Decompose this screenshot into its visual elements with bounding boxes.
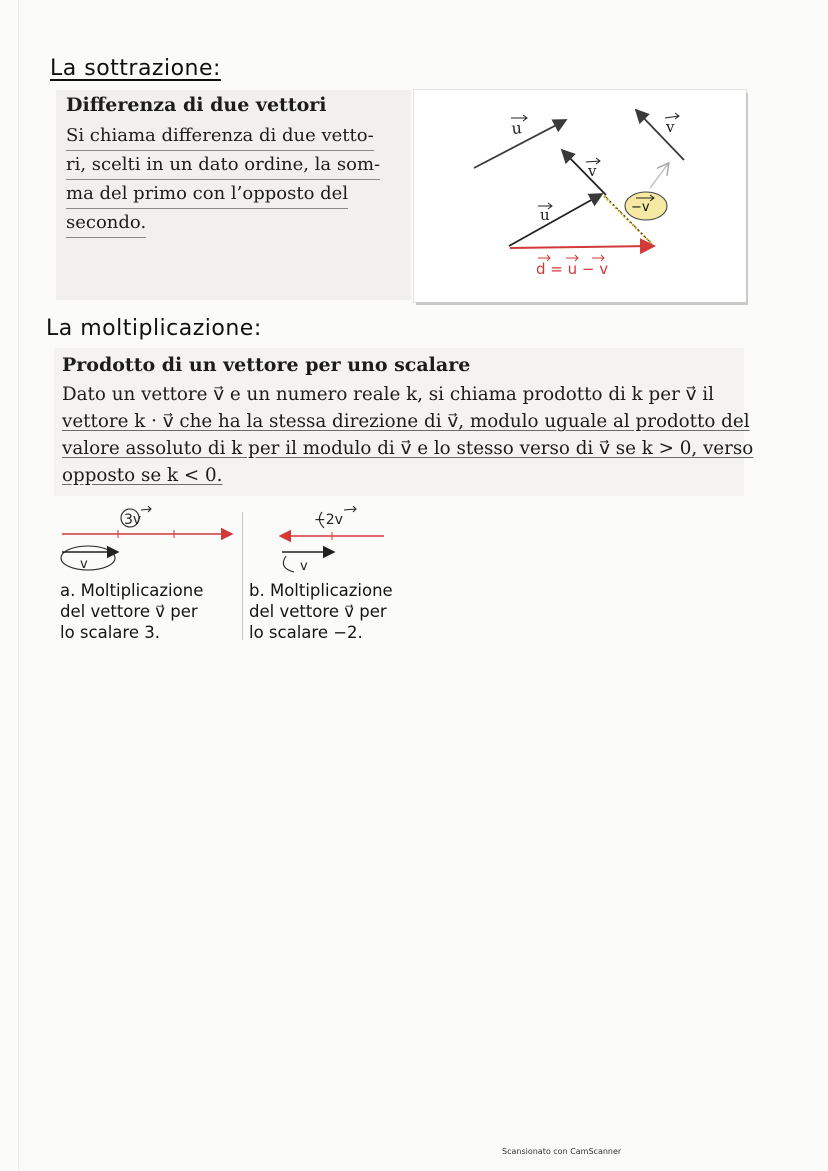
scalar-multiplication-diagrams (54, 506, 384, 578)
definition-title-product: Prodotto di un vettore per uno scalare (62, 354, 471, 376)
definition-text-product (62, 381, 754, 489)
caption-b (249, 580, 393, 643)
text-line: valore assoluto di k per il modulo di v⃗ e lo stesso verso di v⃗ se k > 0, verso (62, 438, 754, 459)
caption-line: del vettore v⃗ per (249, 602, 387, 621)
label-v-mid: v (588, 162, 597, 180)
text-line: ma del primo con l’opposto del (66, 180, 348, 209)
caption-line: b. Moltiplicazione (249, 581, 393, 600)
caption-line: lo scalare −2. (249, 623, 363, 642)
label-3v: 3v (124, 512, 142, 528)
definition-title-difference: Differenza di due vettori (66, 94, 327, 116)
text-line: Si chiama differenza di due vetto- (66, 122, 374, 151)
scanner-watermark: Scansionato con CamScanner (502, 1147, 622, 1156)
label-minus-2v: −2v (314, 512, 343, 528)
vector-d (510, 246, 654, 248)
label-d-equation: d = u − v (536, 260, 609, 278)
caption-a (60, 580, 203, 643)
label-u-mid: u (540, 206, 550, 224)
text-line: secondo. (66, 209, 146, 238)
figure-vector-difference (414, 90, 746, 302)
label-v-top: v (666, 118, 675, 136)
text-line: vettore k · v⃗ che ha la stessa direzione di v⃗, modulo uguale al prodotto del (62, 411, 750, 432)
label-u-top: u (510, 118, 523, 138)
text-line: ri, scelti in un dato ordine, la som- (66, 151, 380, 180)
caption-line: del vettore v⃗ per (60, 602, 198, 621)
vector-difference-diagram (414, 90, 746, 302)
vector-minus-v-hint (650, 164, 668, 188)
heading-multiplication: La moltiplicazione: (46, 316, 262, 341)
vector-v-triangle (562, 150, 606, 195)
text-line: opposto se k < 0. (62, 465, 223, 486)
caption-line: lo scalare 3. (60, 623, 160, 642)
label-minus-v: −v (631, 200, 650, 215)
text-line: Dato un vettore v⃗ e un numero reale k, si chiama prodotto di k per v⃗ il (62, 384, 714, 405)
diagram-divider (242, 512, 243, 640)
label-v-a: v (80, 557, 88, 572)
vector-u-triangle (509, 194, 602, 246)
heading-subtraction: La sottrazione: (50, 56, 221, 81)
caption-line: a. Moltiplicazione (60, 581, 204, 600)
page-edge (18, 0, 19, 1171)
label-v-b: v (300, 559, 308, 574)
definition-text-difference (66, 122, 386, 238)
